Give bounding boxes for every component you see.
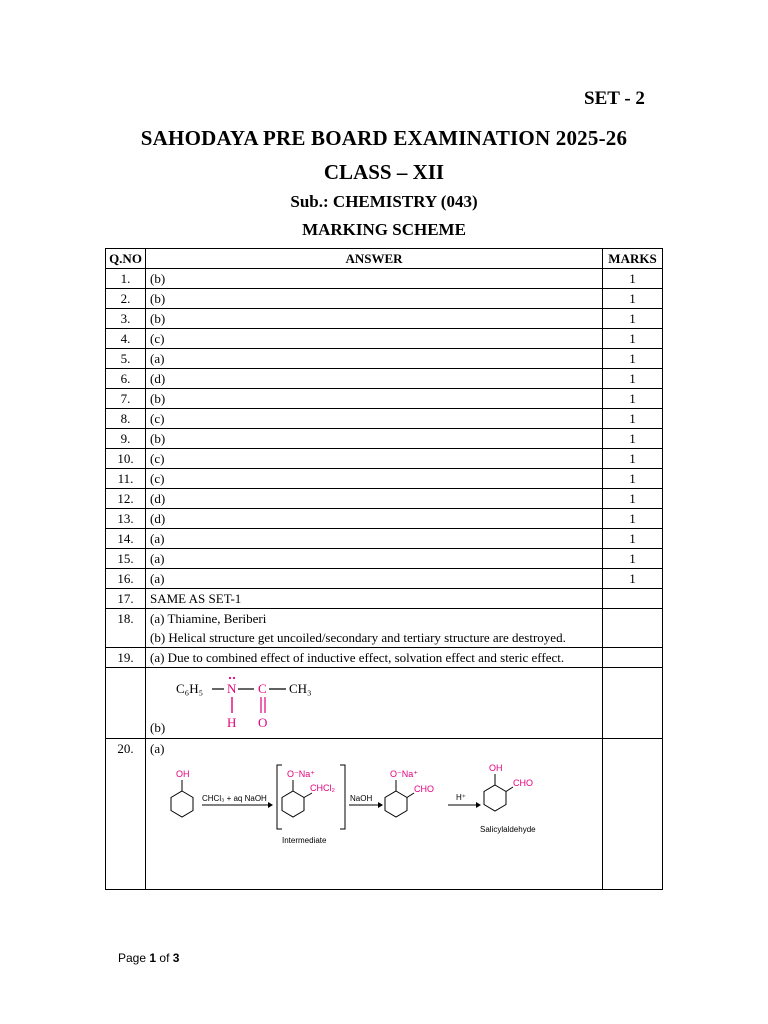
atom-c: C [258, 681, 267, 696]
qno-cell: 19. [106, 648, 146, 668]
table-row [106, 489, 663, 509]
header-answer: ANSWER [146, 249, 603, 269]
answer-cell: (c) [146, 409, 603, 429]
answer-cell [146, 739, 603, 890]
table-row [106, 389, 663, 409]
of-word: of [159, 951, 170, 965]
label-ona: O⁻Na⁺ [287, 769, 316, 779]
qno-cell: 13. [106, 509, 146, 529]
answer-cell: (d) [146, 509, 603, 529]
answer-cell: (d) [146, 369, 603, 389]
class-label: CLASS – XII [323, 160, 445, 184]
arrowhead [268, 802, 273, 808]
answer-cell [146, 609, 603, 648]
marks-cell: 1 [603, 329, 663, 349]
qno-cell: 5. [106, 349, 146, 369]
qno-cell: 8. [106, 409, 146, 429]
answer-cell: (b) [146, 269, 603, 289]
qno-cell: 20. [106, 739, 146, 890]
qno-cell: 3. [106, 309, 146, 329]
arrowhead [476, 802, 481, 808]
formula-right: CH₃ [289, 681, 312, 696]
marks-cell: 1 [603, 429, 663, 449]
table-row [106, 329, 663, 349]
page-footer [118, 951, 179, 965]
answer-cell: (a) [146, 549, 603, 569]
qno-cell: 16. [106, 569, 146, 589]
acetanilide-structure [176, 668, 376, 738]
bond [304, 793, 312, 798]
intermediate-label: Intermediate [282, 836, 327, 845]
label-chcl2: CHCl₂ [310, 783, 335, 793]
table-row [106, 429, 663, 449]
part-label: (a) [150, 741, 165, 756]
part-label: (b) [150, 720, 166, 735]
bond [407, 793, 414, 798]
table-row [106, 509, 663, 529]
marks-cell: 1 [603, 489, 663, 509]
table-row [106, 549, 663, 569]
label-cho: CHO [513, 778, 533, 788]
atom-h: H [227, 715, 237, 730]
benzene-ring [282, 791, 304, 817]
table-row [106, 529, 663, 549]
bracket [340, 765, 345, 829]
answer-cell: (c) [146, 449, 603, 469]
marks-cell: 1 [603, 369, 663, 389]
answer-cell [146, 648, 603, 668]
answer-line: (a) Thiamine, Beriberi [150, 611, 267, 626]
table-row [106, 589, 663, 609]
marks-cell: 1 [603, 449, 663, 469]
marks-cell [603, 668, 663, 739]
label-oh: OH [176, 769, 190, 779]
answer-cell [146, 668, 603, 739]
bond [506, 787, 513, 792]
lone-pair-dot [233, 677, 235, 679]
answer-cell: (b) [146, 389, 603, 409]
qno-cell: 4. [106, 329, 146, 349]
reagent-1: CHCl₃ + aq NaOH [202, 794, 267, 803]
lone-pair-dot [229, 677, 231, 679]
marks-cell [603, 739, 663, 890]
table-row [106, 449, 663, 469]
answer-cell: (d) [146, 489, 603, 509]
set-label: SET - 2 [584, 88, 645, 109]
qno-cell: 6. [106, 369, 146, 389]
qno-cell: 2. [106, 289, 146, 309]
table-row [106, 409, 663, 429]
table-row [106, 269, 663, 289]
table-row [106, 369, 663, 389]
table-row [106, 349, 663, 369]
reimer-tiemann-scheme [160, 763, 560, 863]
answer-cell: (b) [146, 289, 603, 309]
answer-cell: (a) [146, 349, 603, 369]
answer-line: (a) Due to combined effect of inductive effect, solvation effect and steric effect. [150, 650, 565, 665]
answer-cell: SAME AS SET-1 [146, 589, 603, 609]
qno-cell: 11. [106, 469, 146, 489]
answer-cell: (b) [146, 309, 603, 329]
table-row [106, 469, 663, 489]
header-qno: Q.NO [106, 249, 146, 269]
page-word: Page [118, 951, 147, 965]
table-row [106, 309, 663, 329]
formula-left: C₆H₅ [176, 681, 204, 696]
benzene-ring [385, 791, 407, 817]
answer-cell: (a) [146, 529, 603, 549]
benzene-ring [484, 785, 506, 811]
product-label: Salicylaldehyde [480, 825, 536, 834]
marks-cell: 1 [603, 389, 663, 409]
marks-cell: 1 [603, 549, 663, 569]
marks-cell: 1 [603, 569, 663, 589]
page-total: 3 [172, 951, 180, 965]
qno-cell: 12. [106, 489, 146, 509]
atom-n: N [227, 681, 237, 696]
marks-cell: 1 [603, 289, 663, 309]
qno-cell: 7. [106, 389, 146, 409]
atom-o: O [258, 715, 268, 730]
qno-cell: 10. [106, 449, 146, 469]
table-row-q18 [106, 609, 663, 648]
marks-cell: 1 [603, 309, 663, 329]
table-row [106, 289, 663, 309]
label-cho: CHO [414, 784, 434, 794]
answer-cell: (b) [146, 429, 603, 449]
label-oh: OH [489, 763, 503, 773]
table-row-q19a [106, 648, 663, 668]
table-row-q20 [106, 739, 663, 890]
table-header-row [106, 249, 663, 269]
answer-cell: (c) [146, 469, 603, 489]
marks-cell: 1 [603, 409, 663, 429]
marks-cell: 1 [603, 349, 663, 369]
marks-cell [603, 609, 663, 648]
header-marks: MARKS [603, 249, 663, 269]
marks-cell: 1 [603, 269, 663, 289]
qno-cell: 14. [106, 529, 146, 549]
label-ona: O⁻Na⁺ [390, 769, 419, 779]
qno-cell: 1. [106, 269, 146, 289]
arrowhead [378, 802, 383, 808]
table-row-q19b [106, 668, 663, 739]
reagent-3: H⁺ [456, 793, 466, 802]
qno-cell: 17. [106, 589, 146, 609]
answer-cell: (c) [146, 329, 603, 349]
answer-cell: (a) [146, 569, 603, 589]
table-row [106, 569, 663, 589]
answer-line: (b) Helical structure get uncoiled/secondary and tertiary structure are destroyed. [150, 630, 566, 645]
marks-cell [603, 648, 663, 668]
marks-cell: 1 [603, 509, 663, 529]
bracket [277, 765, 282, 829]
qno-cell [106, 668, 146, 739]
qno-cell: 18. [106, 609, 146, 648]
subject-label: Sub.: CHEMISTRY (043) [290, 192, 478, 211]
marks-cell: 1 [603, 529, 663, 549]
page-number: 1 [149, 951, 157, 965]
doc-type-label: MARKING SCHEME [302, 220, 466, 239]
reagent-2: NaOH [350, 794, 373, 803]
marking-scheme-table [105, 248, 663, 890]
benzene-ring [171, 791, 193, 817]
marks-cell: 1 [603, 469, 663, 489]
exam-title: SAHODAYA PRE BOARD EXAMINATION 2025-26 [140, 126, 628, 150]
qno-cell: 9. [106, 429, 146, 449]
qno-cell: 15. [106, 549, 146, 569]
marks-cell [603, 589, 663, 609]
